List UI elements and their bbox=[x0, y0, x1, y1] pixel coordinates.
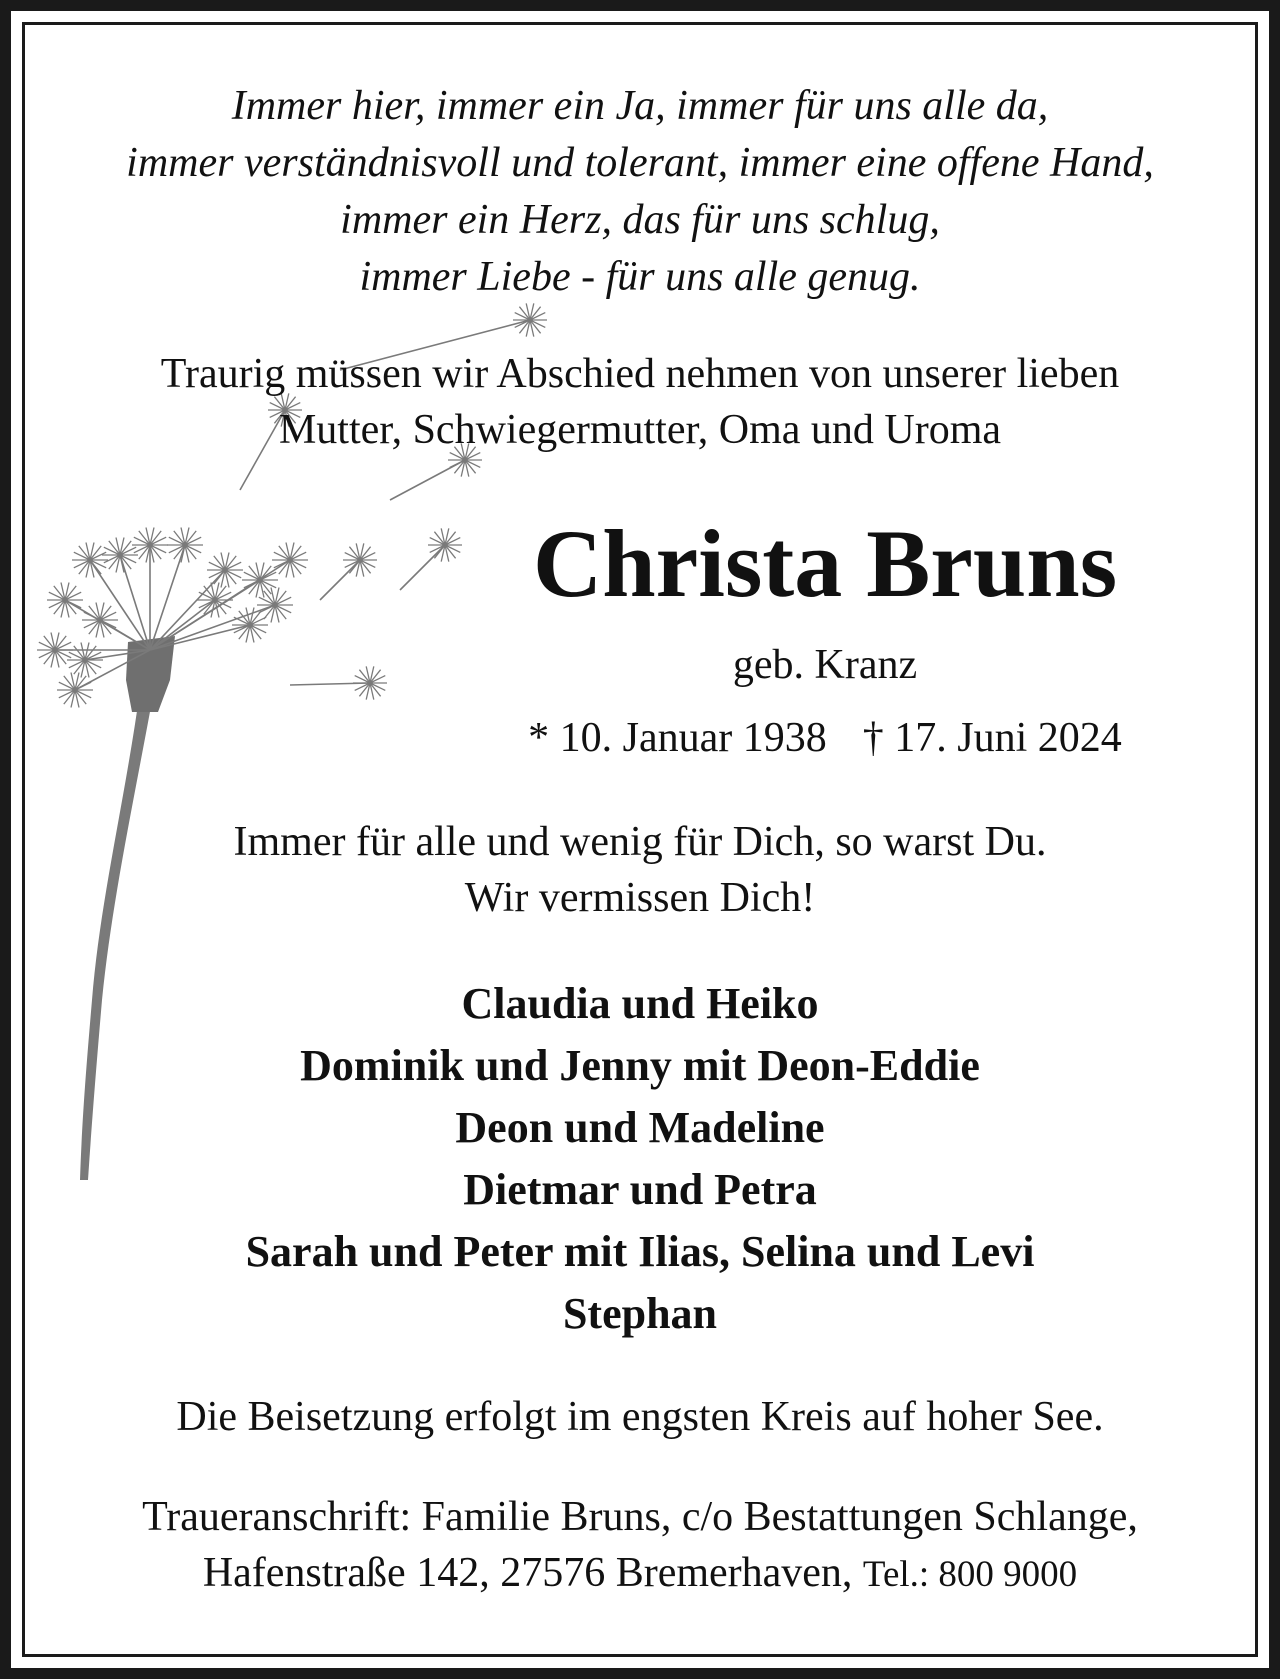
death-date: † 17. Juni 2024 bbox=[862, 715, 1122, 761]
poem-line: immer Liebe - für uns alle genug. bbox=[359, 254, 921, 300]
intro-text bbox=[25, 346, 1255, 458]
address-line-2 bbox=[25, 1545, 1255, 1603]
dandelion-seeds bbox=[37, 528, 308, 708]
maiden-name: geb. Kranz bbox=[732, 642, 918, 688]
address-line-1: Traueranschrift: Familie Bruns, c/o Bestattungen Schlange, bbox=[142, 1494, 1138, 1540]
mourners-list bbox=[25, 973, 1255, 1345]
birth-date: * 10. Januar 1938 bbox=[528, 715, 827, 761]
address-street: Hafenstraße 142, 27576 Bremerhaven, bbox=[202, 1550, 853, 1596]
intro-line: Mutter, Schwiegermutter, Oma und Uroma bbox=[278, 407, 1002, 453]
poem-line: immer ein Herz, das für uns schlug, bbox=[340, 197, 940, 243]
mourner-entry: Dominik und Jenny mit Deon-Eddie bbox=[300, 1041, 980, 1090]
mourner-entry: Dietmar und Petra bbox=[463, 1165, 817, 1214]
mourner-entry: Deon und Madeline bbox=[455, 1103, 825, 1152]
farewell-quote bbox=[25, 814, 1255, 926]
phone-number: Tel.: 800 9000 bbox=[862, 1554, 1078, 1595]
mourner-entry: Stephan bbox=[562, 1289, 718, 1338]
quote-line: Immer für alle und wenig für Dich, so warst Du. bbox=[233, 819, 1047, 865]
intro-line: Traurig müssen wir Abschied nehmen von unserer lieben bbox=[160, 351, 1120, 397]
mourner-entry: Claudia und Heiko bbox=[461, 979, 819, 1028]
burial-notice: Die Beisetzung erfolgt im engsten Kreis auf hoher See. bbox=[176, 1394, 1104, 1440]
deceased-name: Christa Bruns bbox=[532, 510, 1118, 617]
life-dates bbox=[470, 710, 1180, 766]
mourner-entry: Sarah und Peter mit Ilias, Selina und Levi bbox=[245, 1227, 1035, 1276]
quote-line: Wir vermissen Dich! bbox=[464, 875, 816, 921]
poem-line: Immer hier, immer ein Ja, immer für uns alle da, bbox=[231, 83, 1049, 129]
poem-line: immer verständnisvoll und tolerant, immer eine offene Hand, bbox=[126, 140, 1154, 186]
mourning-address bbox=[25, 1489, 1255, 1603]
poem bbox=[25, 78, 1255, 306]
